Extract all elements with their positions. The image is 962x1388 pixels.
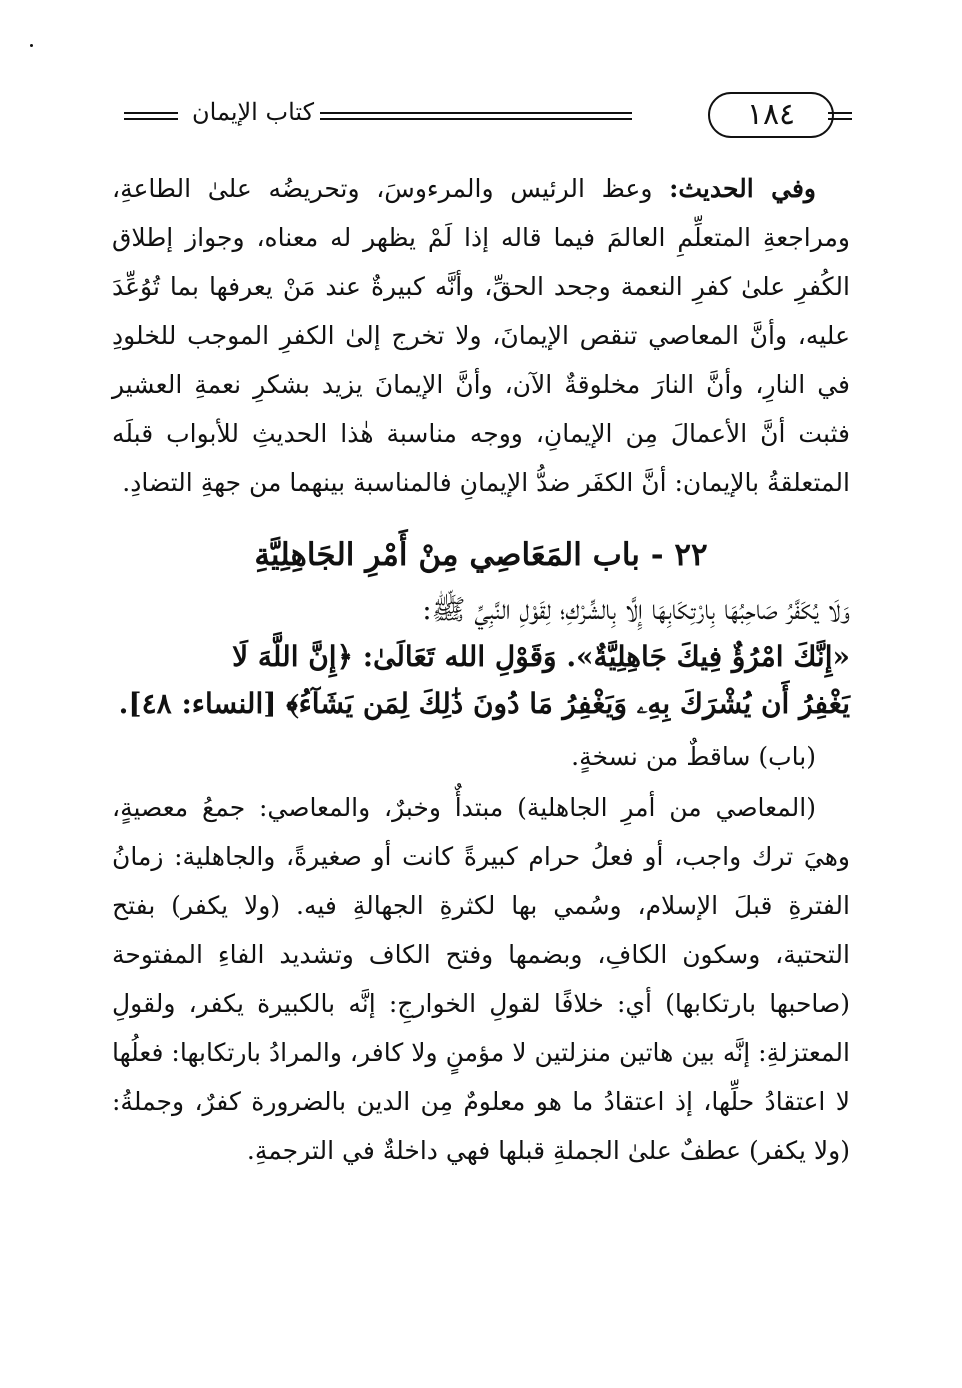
header-right-ornament [828, 110, 852, 122]
running-header [110, 92, 852, 146]
scan-speck [30, 44, 33, 47]
main-text-block [112, 164, 850, 1334]
page-number: ١٨٤ [746, 97, 796, 132]
chapter-text-line-2: «إِنَّكَ امْرُؤٌ فِيكَ جَاهِلِيَّةٌ». وَقَوْلِ الله تَعَالَىٰ: ﴿إِنَّ اللَّهَ لَا [232, 640, 850, 673]
commentary-paragraph: (المعاصي من أمرِ الجاهلية) مبتدأٌ وخبرٌ، والمعاصي: جمعُ معصيةٍ، وهيَ ترك واجب، أو فعلُ حرام كبيرةً كانت أو صغيرةً، والجاهلية: زمانُ الفترةِ قبلَ الإسلام، وسُمي بها لكثرةِ الجهالةِ فيه. (ولا يكفر) بفتح التحتية، وسكون الكافِ، وبضمها وفتح الكاف وتشديد الفاءِ المفتوحة (صاحبها بارتكابها) أي: خلافًا لقولِ الخوارجِ: إنَّه بالكبيرة يكفر، ولقولِ المعتزلةِ: إنَّه بين هاتين منزلتين لا مؤمنٍ ولا كافر، والمرادُ بارتكابها: فعلُها لا اعتقادُ حلِّها، إذ اعتقادُ ما هو معلومٌ مِن الدين بالضرورة كفرٌ، وجملةُ: (ولا يكفر) عطفٌ علىٰ الجملةِ قبلها فهي داخلةٌ في الترجمةِ. [112, 793, 850, 1165]
chapter-text-line-3: يَغْفِرُ أَن يُشْرَكَ بِهِۦ وَيَغْفِرُ مَا دُونَ ذَٰلِكَ لِمَن يَشَآءُ﴾ [النساء: ٤٨]. [118, 687, 850, 720]
opening-paragraph [112, 164, 850, 507]
header-left-ornament [124, 110, 178, 122]
chapter-text-line-1: وَلَا يُكَفَّرُ صَاحِبُهَا بِارْتِكَابِهَا إِلَّا بِالشِّرْكِ؛ لِقَوْلِ النَّبِيِّ ﷺ: [422, 593, 850, 626]
paragraph-lead: وفي الحديث: [669, 174, 816, 203]
page-number-badge [708, 92, 834, 138]
book-title: كتاب الإيمان [192, 98, 315, 126]
paragraph-text: وعظ الرئيس والمرءوسَ، وتحريضُه علىٰ الطاعةِ، ومراجعةِ المتعلِّمِ العالمَ فيما قاله إذا لَمْ يظهر له معناه، وجواز إطلاق الكُفرِ علىٰ كفرِ النعمة وجحد الحقِّ، وأنَّه كبيرةٌ عند مَنْ يعرفها بما تُوُعِّدَ عليه، وأنَّ المعاصي تنقص الإيمانَ، ولا تخرج إلىٰ الكفرِ الموجب للخلودِ في النارِ، وأنَّ النارَ مخلوقةٌ الآن، وأنَّ الإيمانَ يزيد بشكرِ نعمةِ العشير فثبت أنَّ الأعمالَ مِن الإيمانِ، ووجه مناسبة هٰذا الحديثِ للأبواب قبلَه المتعلقةُ بالإيمان: أنَّ الكفَر ضدُّ الإيمانِ فالمناسبة بينهما من جهةِ التضادِ. [112, 174, 850, 497]
manuscript-note: (باب) ساقطٌ من نسخةٍ. [571, 742, 816, 771]
chapter-heading: ٢٢ - باب المَعَاصِي مِنْ أَمْرِ الجَاهِلِيَّةِ [254, 537, 708, 573]
header-middle-ornament [320, 110, 632, 122]
